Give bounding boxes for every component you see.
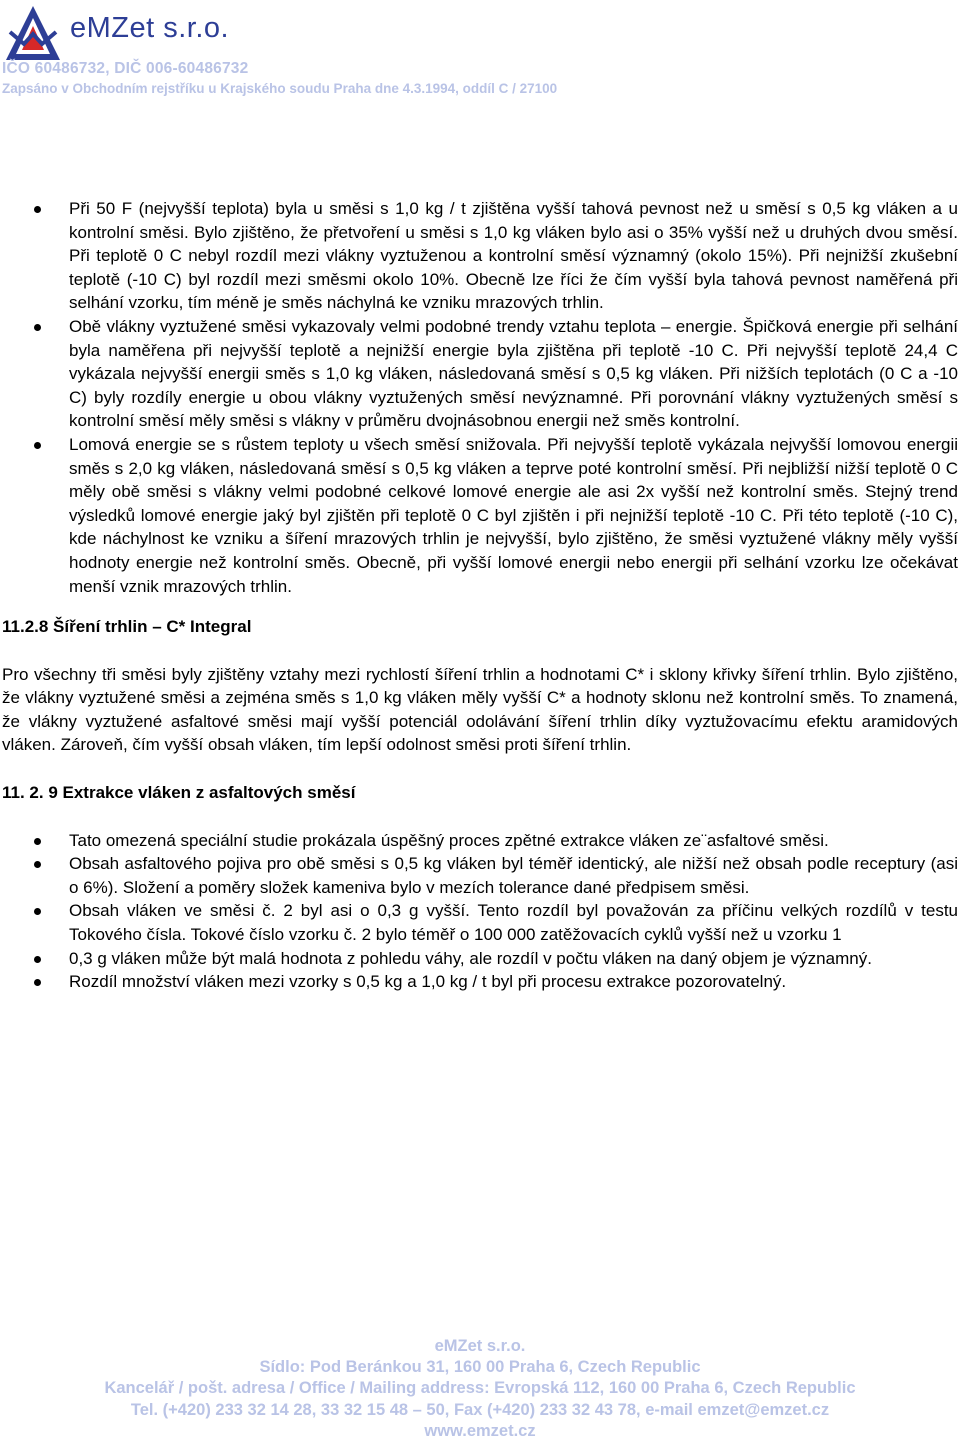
- list-item-text: Obsah vláken ve směsi č. 2 byl asi o 0,3 g vyšší. Tento rozdíl byl považován za příčinu velkých rozdílů v testu Tokového čísla. Tokové číslo vzorku č. 2 bylo téměř o 100 000 zatěžovacích cyklů vyšší než u vzorku 1: [69, 901, 958, 945]
- list-item: [0, 947, 960, 971]
- emzet-logo-icon: [4, 4, 62, 62]
- bullet-icon: [34, 908, 41, 915]
- bullet-icon: [34, 442, 41, 449]
- footer-contact: Tel. (+420) 233 32 14 28, 33 32 15 48 – 50, Fax (+420) 233 32 43 78, e-mail emzet@emzet.cz: [130, 1400, 830, 1419]
- document-body: [0, 197, 960, 994]
- list-item: [0, 433, 960, 598]
- footer-company: eMZet s.r.o.: [434, 1337, 526, 1355]
- letterhead: [0, 0, 960, 100]
- list-item: [0, 197, 960, 315]
- list-item-text: 0,3 g vláken může být malá hodnota z pohledu váhy, ale rozdíl v počtu vláken na daný objem je významný.: [69, 948, 872, 968]
- list-item: [0, 899, 960, 946]
- list-item: [0, 315, 960, 433]
- list-item-text: Při 50 F (nejvyšší teplota) byla u směsi s 1,0 kg / t zjištěna vyšší tahová pevnost než u směsí s 0,5 kg vláken a u kontrolní směsi. Bylo zjištěno, že přetvoření u směsi s 1,0 kg vláken bylo asi o 35% vyšší než u druhých dvou směsí. Při teplotě 0 C nebyl rozdíl mezi vlákny vyztuženou a kontrolní směsí významný (okolo 15%). Při nejnižší zkušební teplotě (-10 C) byl rozdíl mezi směsmi okolo 10%. Obecně lze říci že čím vyšší byla tahová pevnost naměřená při selhání vzorku, tím méně je směs náchylná ke vzniku mrazových trhlin.: [69, 199, 958, 313]
- section-heading: 11. 2. 9 Extrakce vláken z asfaltových směsí: [2, 783, 356, 803]
- extraction-list: [0, 829, 960, 994]
- section-heading: 11.2.8 Šíření trhlin – C* Integral: [2, 617, 252, 637]
- footer-office: Kancelář / pošt. adresa / Office / Mailing address: Evropská 112, 160 00 Praha 6, Czech Republic: [104, 1379, 856, 1398]
- list-item-text: Obě vlákny vyztužené směsi vykazovaly velmi podobné trendy vztahu teplota – energie. Špičková energie při selhání byla naměřena při nejvyšší teplotě a nejnižší energie byla zjištěna při teplotě -10 C. Při nejvyšší teplotě 24,4 C vykázala nejvyšší energii směs s 1,0 kg vláken, následovaná směsí s 0,5 kg vláken. Při nižších teplotách (0 C a -10 C) byly rozdíly energie u obou vlákny vyztužených směsí nevýznamné. Při porovnání vlákny vyztužených směsí s kontrolní směsí měly směsi s vlákny v průměru dvojnásobnou energii než směs kontrolní.: [69, 316, 958, 431]
- bullet-icon: [34, 206, 41, 213]
- section-paragraph: Pro všechny tři směsi byly zjištěny vztahy mezi rychlostí šíření trhlin a hodnotami C* i sklony křivky šíření trhlin. Bylo zjištěno, že vlákny vyztužené směsi a zejména směs s 1,0 kg vláken měly vyšší C* a hodnoty sklonu než kontrolní směs. To znamená, že vlákny vyztužené asfaltové směsi mají vyšší potenciál odolávání šíření trhlin díky vyztužovacímu efektu aramidových vláken. Zároveň, čím vyšší obsah vláken, tím lepší odolnost směsi proti šíření trhlin.: [2, 664, 958, 755]
- list-item-text: Lomová energie se s růstem teploty u všech směsí snižovala. Při nejvyšší teplotě vykázala nejvyšší lomovou energii směs s 2,0 kg vláken, následovaná směsí s 0,5 kg vláken a teprve poté kontrolní směsí. Při nejbližší nižší teplotě 0 C měly obě směsi s vlákny velmi podobné celkové lomové energie ale asi 2x vyšší než kontrolní směs. Stejný trend výsledků lomové energie jaký byl zjištěn při teplotě 0 C byl zjištěn i při nejnižší teplotě -10 C. Při této teplotě (-10 C), kde náchylnost ke vzniku a šíření mrazových trhlin je nejvyšší, bylo zjištěno, že směsi vyztužené vlákny měly vyšší hodnoty energie než kontrolní směs. Obecně, při vyšší lomové energii nebo energii při selhání vzorku lze očekávat menší vznik mrazových trhlin.: [69, 434, 958, 596]
- list-item: [0, 970, 960, 994]
- bullet-icon: [34, 979, 41, 986]
- company-ids: IČO 60486732, DIČ 006-60486732: [2, 60, 249, 77]
- bullet-icon: [34, 956, 41, 963]
- letterhead-footer: [0, 1336, 960, 1442]
- list-item-text: Rozdíl množství vláken mezi vzorky s 0,5 kg a 1,0 kg / t byl při procesu extrakce pozorovatelný.: [69, 972, 787, 992]
- registration-note: Zapsáno v Obchodním rejstříku u Krajského soudu Praha dne 4.3.1994, oddíl C / 27100: [2, 81, 558, 96]
- list-item-text: Obsah asfaltového pojiva pro obě směsi s 0,5 kg vláken byl téměř identický, ale nižší než obsah podle receptury (asi o 6%). Složení a poměry složek kameniva bylo v mezích tolerance dané předpisem směsi.: [69, 854, 958, 897]
- bullet-icon: [34, 861, 41, 868]
- footer-web: www.emzet.cz: [424, 1421, 536, 1440]
- bullet-icon: [34, 838, 41, 845]
- company-name: eMZet s.r.o.: [70, 12, 230, 44]
- list-item-text: Tato omezená speciální studie prokázala úspěšný proces zpětné extrakce vláken ze¨asfaltové směsi.: [69, 830, 829, 850]
- footer-seat: Sídlo: Pod Beránkou 31, 160 00 Praha 6, Czech Republic: [259, 1358, 701, 1377]
- list-item: [0, 829, 960, 853]
- results-list: [0, 197, 960, 598]
- list-item: [0, 852, 960, 899]
- bullet-icon: [34, 324, 41, 331]
